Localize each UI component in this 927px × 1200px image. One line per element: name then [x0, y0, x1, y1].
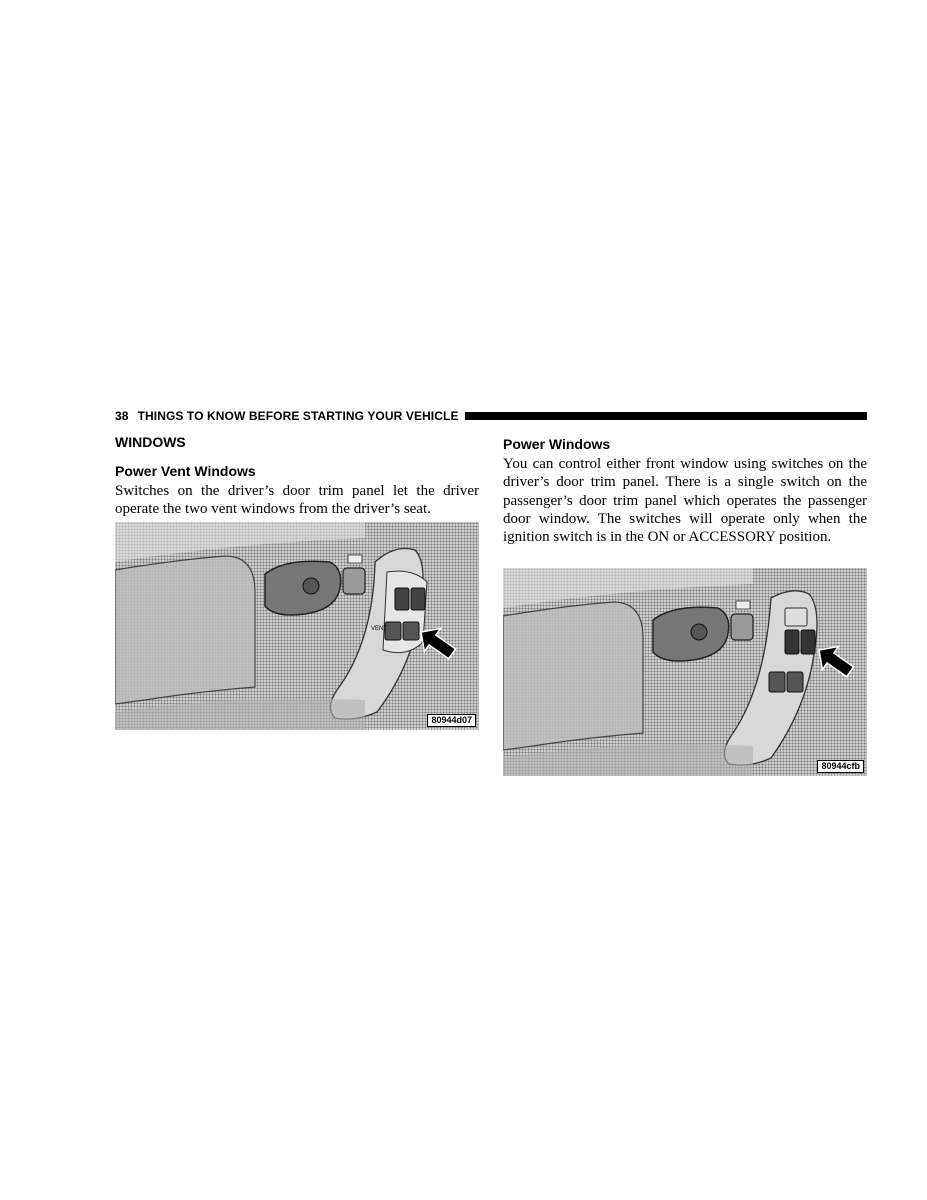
door-panel-illustration — [115, 522, 479, 730]
subsection-title-vent: Power Vent Windows — [115, 463, 256, 479]
paragraph-power: You can control either front window using switches on the driver’s door trim panel. There is a single switch on the passenger’s door trim panel which operates the passenger door window. The switches will operate only when the ignition switch is in the ON or ACCESSORY position. — [503, 456, 867, 546]
paragraph-vent: Switches on the driver’s door trim panel let the driver operate the two vent windows from the driver’s seat. — [115, 483, 479, 518]
arrow-icon — [811, 639, 858, 684]
page-number: 38 — [115, 409, 129, 423]
running-title: THINGS TO KNOW BEFORE STARTING YOUR VEHICLE — [137, 409, 459, 423]
figure-label: 80944cfb — [817, 760, 864, 773]
figure-power-windows — [503, 568, 867, 776]
vent-switch-label: VENT — [371, 626, 388, 632]
figure-label: 80944d07 — [427, 714, 476, 727]
door-panel-illustration — [503, 568, 867, 776]
header-rule — [465, 412, 867, 420]
subsection-title-power: Power Windows — [503, 436, 611, 452]
page-header — [115, 408, 867, 424]
figure-vent-windows — [115, 522, 479, 730]
section-title: WINDOWS — [115, 434, 186, 450]
